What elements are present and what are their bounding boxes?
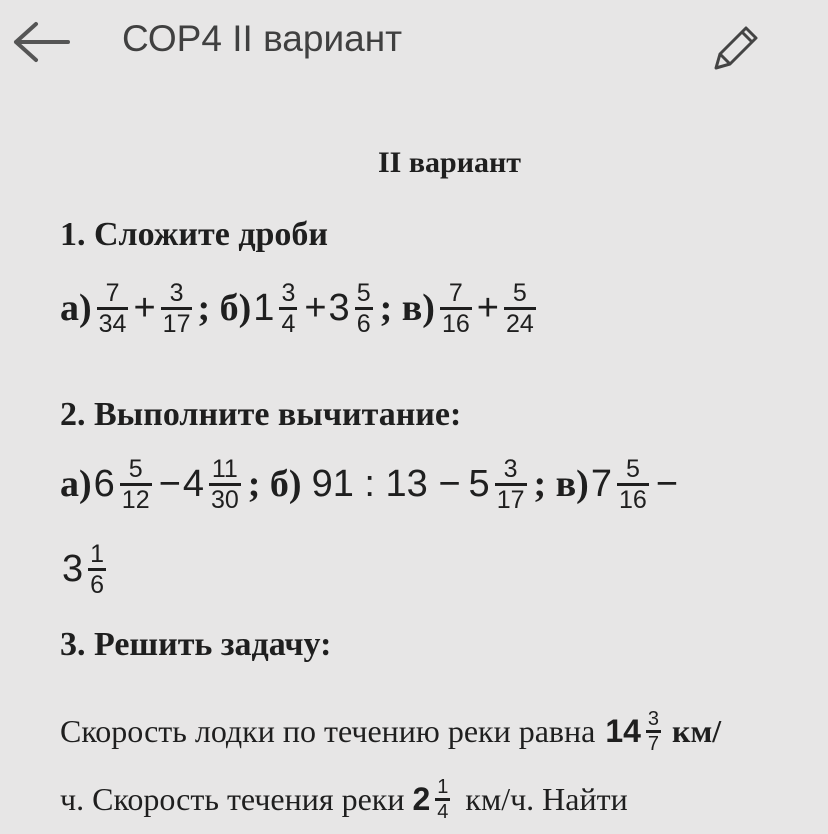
fraction — [120, 455, 152, 514]
mixed-number — [469, 455, 532, 514]
mixed-number — [94, 455, 157, 514]
numerator: 3 — [647, 707, 660, 730]
plus-sign: + — [476, 286, 499, 329]
denominator: 4 — [437, 800, 449, 823]
fraction — [88, 540, 106, 599]
task-1-expression — [60, 268, 541, 348]
denominator: 24 — [505, 309, 534, 338]
item-a-label: а) — [60, 287, 92, 329]
task-2-expression — [60, 442, 678, 526]
numerator: 1 — [90, 539, 105, 568]
whole-part: 4 — [182, 462, 204, 505]
numerator: 5 — [128, 454, 143, 483]
mixed-number — [412, 776, 455, 823]
mixed-number — [183, 455, 246, 514]
fraction — [435, 776, 450, 823]
fraction — [97, 279, 129, 338]
whole-part: 6 — [93, 462, 115, 505]
problem-text: Скорость лодки по течению реки равна — [60, 712, 596, 749]
whole-part: 1 — [253, 286, 275, 329]
denominator: 7 — [647, 732, 660, 755]
item-c-label: ; в) — [379, 287, 435, 329]
edit-button[interactable] — [706, 22, 762, 78]
numerator: 7 — [105, 278, 120, 307]
whole-part: 7 — [590, 462, 612, 505]
numerator: 7 — [448, 278, 463, 307]
plus-sign: + — [133, 286, 156, 329]
page-title: СОР4 II вариант — [122, 18, 403, 59]
denominator: 30 — [210, 485, 239, 514]
whole-part: 5 — [468, 462, 490, 505]
whole-part: 14 — [605, 712, 641, 749]
mixed-number — [253, 279, 302, 338]
mixed-number — [605, 708, 666, 755]
section-3-title: 3. Решить задачу: — [60, 626, 332, 663]
denominator: 16 — [618, 485, 647, 514]
numerator: 3 — [503, 454, 518, 483]
numerator: 3 — [281, 278, 296, 307]
numerator: 5 — [356, 278, 371, 307]
problem-text-line-1 — [60, 694, 721, 768]
numerator: 5 — [512, 278, 527, 307]
whole-part: 2 — [412, 780, 431, 817]
fraction — [279, 279, 297, 338]
section-1-title: 1. Сложите дроби — [60, 216, 329, 253]
plus-sign: + — [304, 286, 327, 329]
pencil-icon — [706, 22, 762, 78]
fraction — [440, 279, 472, 338]
task-2-continuation — [60, 534, 113, 604]
mixed-number — [329, 279, 378, 338]
minus-sign: − — [158, 462, 181, 505]
denominator: 6 — [90, 570, 105, 599]
whole-part: 3 — [62, 547, 84, 590]
fraction — [355, 279, 373, 338]
arrow-left-icon — [12, 12, 72, 72]
problem-text-end: км/ч. Найти — [465, 780, 628, 817]
division-expression: 91 : 13 − — [311, 462, 461, 505]
denominator: 4 — [281, 309, 296, 338]
fraction — [646, 708, 661, 755]
denominator: 12 — [121, 485, 150, 514]
denominator: 17 — [496, 485, 525, 514]
minus-sign: − — [655, 462, 678, 505]
fraction — [209, 455, 241, 514]
numerator: 3 — [169, 278, 184, 307]
fraction — [504, 279, 536, 338]
item-c-label: ; в) — [533, 463, 589, 505]
problem-text: ч. Скорость течения реки — [60, 780, 405, 817]
fraction — [617, 455, 649, 514]
item-b-label: ; б) — [197, 287, 252, 329]
app-bar — [0, 0, 828, 88]
numerator: 1 — [437, 775, 449, 798]
mixed-number — [591, 455, 654, 514]
item-b-label: ; б) — [247, 463, 302, 505]
fraction — [495, 455, 527, 514]
denominator: 16 — [441, 309, 470, 338]
item-a-label: а) — [60, 463, 92, 505]
variant-heading: II вариант — [378, 146, 522, 179]
denominator: 34 — [98, 309, 127, 338]
document — [0, 88, 828, 828]
fraction — [161, 279, 193, 338]
mixed-number — [62, 540, 111, 599]
problem-text-line-2 — [60, 764, 628, 834]
back-button[interactable] — [12, 12, 72, 72]
unit-text: км/ — [672, 712, 722, 749]
denominator: 6 — [356, 309, 371, 338]
numerator: 11 — [211, 454, 238, 483]
whole-part: 3 — [328, 286, 350, 329]
denominator: 17 — [162, 309, 191, 338]
numerator: 5 — [625, 454, 640, 483]
section-2-title: 2. Выполните вычитание: — [60, 396, 462, 433]
